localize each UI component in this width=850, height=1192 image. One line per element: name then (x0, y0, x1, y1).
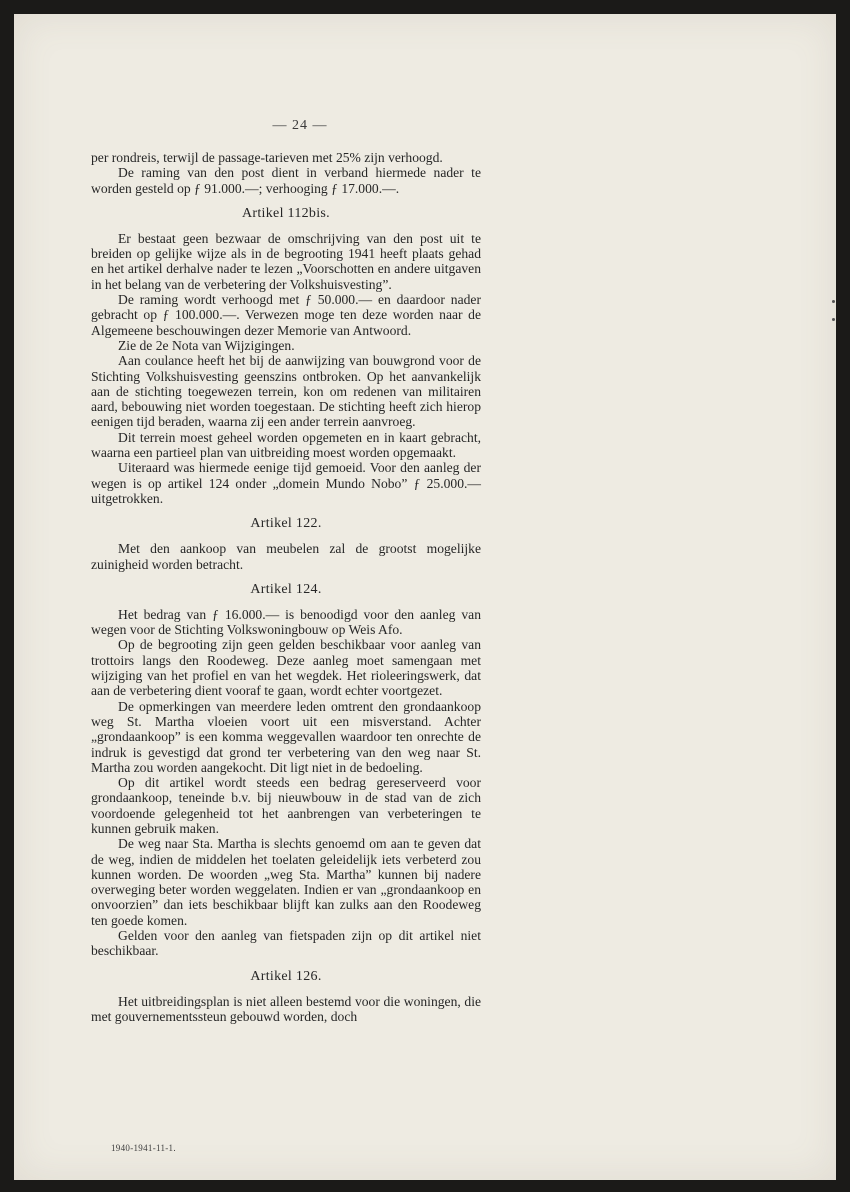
page-number: — 24 — (272, 118, 328, 133)
paragraph: Met den aankoop van meubelen zal de grootst mogelijke zuinigheid worden betracht. (91, 541, 481, 572)
paragraph: Op dit artikel wordt steeds een bedrag gereserveerd voor grondaankoop, teneinde b.v. bij nieuwbouw in de stad van de zich voordoende gelegenheid tot het aanbrengen van verbeteringen te kunnen gebruik maken. (91, 775, 481, 836)
paragraph: De weg naar Sta. Martha is slechts genoemd om aan te geven dat de weg, indien de middelen het toelaten geleidelijk iets verbeterd zou kunnen worden. De woorden „weg Sta. Martha” kunnen bij nadere overweging beter worden weggelaten. Indien er van „grondaankoop en onvoorzien” dan iets beschikbaar blijft kan zulks aan den Roodeweg ten goede komen. (91, 836, 481, 928)
section-heading: Artikel 124. (250, 581, 322, 597)
section-heading: Artikel 126. (250, 968, 322, 984)
print-code: 1940-1941-11-1. (111, 1143, 176, 1153)
paragraph: Aan coulance heeft het bij de aanwijzing van bouwgrond voor de Stichting Volkshuisvesting geenszins ontbroken. Op het aanvankelijk aan de stichting toegewezen terrein, kon om redenen van militairen aard, bebouwing niet worden toegestaan. De stichting heeft zich hierop eenigen tijd beraden, waarna zij een ander terrein aanvroeg. (91, 353, 481, 430)
section-heading: Artikel 112bis. (242, 205, 330, 221)
section-heading: Artikel 122. (250, 516, 322, 532)
document-page (14, 14, 836, 1180)
paragraph: per rondreis, terwijl de passage-tarieven met 25% zijn verhoogd. (91, 150, 443, 165)
punch-mark (832, 318, 835, 321)
paragraph: De raming van den post dient in verband hiermede nader te worden gesteld op ƒ 91.000.—; verhooging ƒ 17.000.—. (91, 165, 481, 196)
paragraph: Zie de 2e Nota van Wijzigingen. (118, 337, 295, 353)
paragraph: Het uitbreidingsplan is niet alleen bestemd voor die woningen, die met gouvernementssteun gebouwd worden, doch (91, 993, 481, 1024)
paragraph: De raming wordt verhoogd met ƒ 50.000.— en daardoor nader gebracht op ƒ 100.000.—. Verwezen moge ten deze worden naar de Algemeene beschouwingen dezer Memorie van Antwoord. (91, 292, 481, 338)
page-body (91, 150, 481, 1024)
paragraph: Gelden voor den aanleg van fietspaden zijn op dit artikel niet beschikbaar. (91, 928, 481, 959)
paragraph: Dit terrein moest geheel worden opgemeten en in kaart gebracht, waarna een partieel plan van uitbreiding moest worden opgemaakt. (91, 429, 481, 461)
paragraph: Het bedrag van ƒ 16.000.— is benoodigd voor den aanleg van wegen voor de Stichting Volkswoningbouw op Weis Afo. (91, 606, 481, 638)
paragraph: Er bestaat geen bezwaar de omschrijving van den post uit te breiden op gelijke wijze als in de begrooting 1941 heeft plaats gehad en het artikel derhalve nader te lezen „Voorschotten en andere uitgaven in het belang van de verbetering der Volkshuisvesting”. (91, 230, 481, 292)
punch-mark (832, 300, 835, 303)
paragraph: Uiteraard was hiermede eenige tijd gemoeid. Voor den aanleg der wegen is op artikel 124 onder „domein Mundo Nobo” ƒ 25.000.— uitgetrokken. (91, 460, 481, 506)
paragraph: Op de begrooting zijn geen gelden beschikbaar voor aanleg van trottoirs langs den Roodeweg. Deze aanleg moet samengaan met wijziging van het profiel en van het wegdek. Het rioleeringswerk, dat aan de verbetering dient vooraf te gaan, wordt echter voortgezet. (91, 637, 481, 699)
paragraph: De opmerkingen van meerdere leden omtrent den grondaankoop weg St. Martha vloeien voort uit een misverstand. Achter „grondaankoop” is een komma weggevallen waardoor ten onrechte de indruk is gevestigd dat grond ter verbetering van den weg naar St. Martha zou worden aangekocht. Dit ligt niet in de bedoeling. (91, 698, 481, 775)
